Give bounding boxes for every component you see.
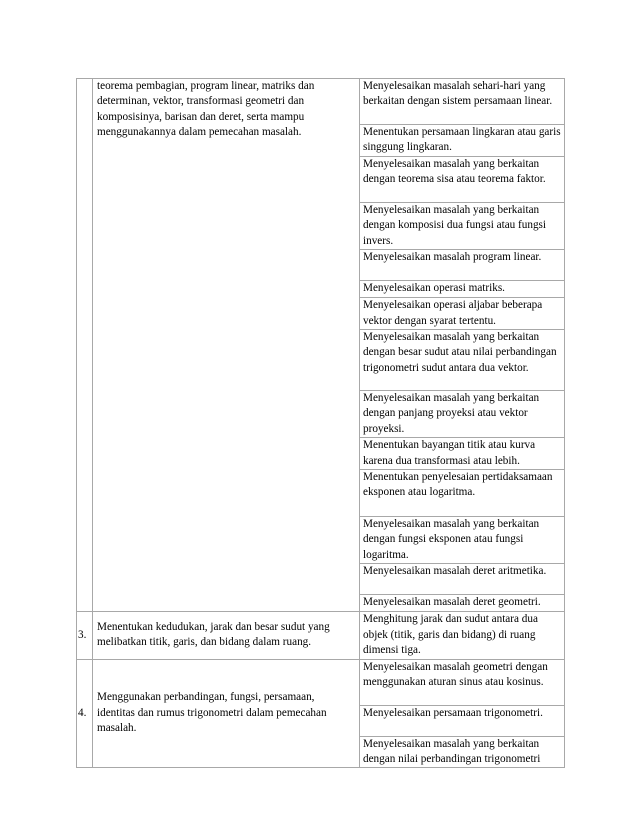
competency-cell: teorema pembagian, program linear, matriks dan determinan, vektor, transformasi geometri dan komposisinya, barisan dan deret, serta mampu menggunakannya dalam pemecahan masalah. xyxy=(93,79,360,612)
indicator-cell: Menyelesaikan masalah yang berkaitan dengan nilai perbandingan trigonometri xyxy=(360,736,565,768)
table-row xyxy=(77,79,565,125)
indicator-cell: Menyelesaikan operasi aljabar beberapa vektor dengan syarat tertentu. xyxy=(360,298,565,330)
indicator-cell: Menyelesaikan masalah yang berkaitan dengan fungsi eksponen atau fungsi logaritma. xyxy=(360,517,565,564)
indicator-cell: Menentukan penyelesaian pertidaksamaan eksponen atau logaritma. xyxy=(360,470,565,517)
indicator-cell: Menyelesaikan masalah program linear. xyxy=(360,250,565,281)
competency-cell: Menentukan kedudukan, jarak dan besar sudut yang melibatkan titik, garis, dan bidang dalam ruang. xyxy=(93,612,360,659)
competency-table xyxy=(76,78,565,768)
indicator-cell: Menyelesaikan masalah sehari-hari yang berkaitan dengan sistem persamaan linear. xyxy=(360,79,565,125)
competency-cell: Menggunakan perbandingan, fungsi, persamaan, identitas dan rumus trigonometri dalam pemecahan masalah. xyxy=(93,659,360,768)
indicator-cell: Menyelesaikan masalah yang berkaitan dengan panjang proyeksi atau vektor proyeksi. xyxy=(360,391,565,438)
row-number xyxy=(77,79,93,612)
indicator-cell: Menyelesaikan operasi matriks. xyxy=(360,281,565,298)
indicator-cell: Menyelesaikan masalah deret geometri. xyxy=(360,595,565,612)
indicator-cell: Menentukan bayangan titik atau kurva karena dua transformasi atau lebih. xyxy=(360,438,565,470)
indicator-cell: Menyelesaikan masalah deret aritmetika. xyxy=(360,564,565,595)
row-number: 3. xyxy=(77,612,93,659)
indicator-cell: Menentukan persamaan lingkaran atau garis singgung lingkaran. xyxy=(360,125,565,157)
indicator-cell: Menyelesaikan persamaan trigonometri. xyxy=(360,705,565,736)
indicator-cell: Menyelesaikan masalah yang berkaitan dengan teorema sisa atau teorema faktor. xyxy=(360,157,565,203)
row-number: 4. xyxy=(77,659,93,768)
table-row xyxy=(77,612,565,659)
indicator-cell: Menyelesaikan masalah geometri dengan menggunakan aturan sinus atau kosinus. xyxy=(360,659,565,705)
indicator-cell: Menyelesaikan masalah yang berkaitan dengan besar sudut atau nilai perbandingan trigonometri sudut antara dua vektor. xyxy=(360,330,565,391)
table-row xyxy=(77,659,565,705)
indicator-cell: Menghitung jarak dan sudut antara dua objek (titik, garis dan bidang) di ruang dimensi tiga. xyxy=(360,612,565,659)
indicator-cell: Menyelesaikan masalah yang berkaitan dengan komposisi dua fungsi atau fungsi invers. xyxy=(360,203,565,250)
